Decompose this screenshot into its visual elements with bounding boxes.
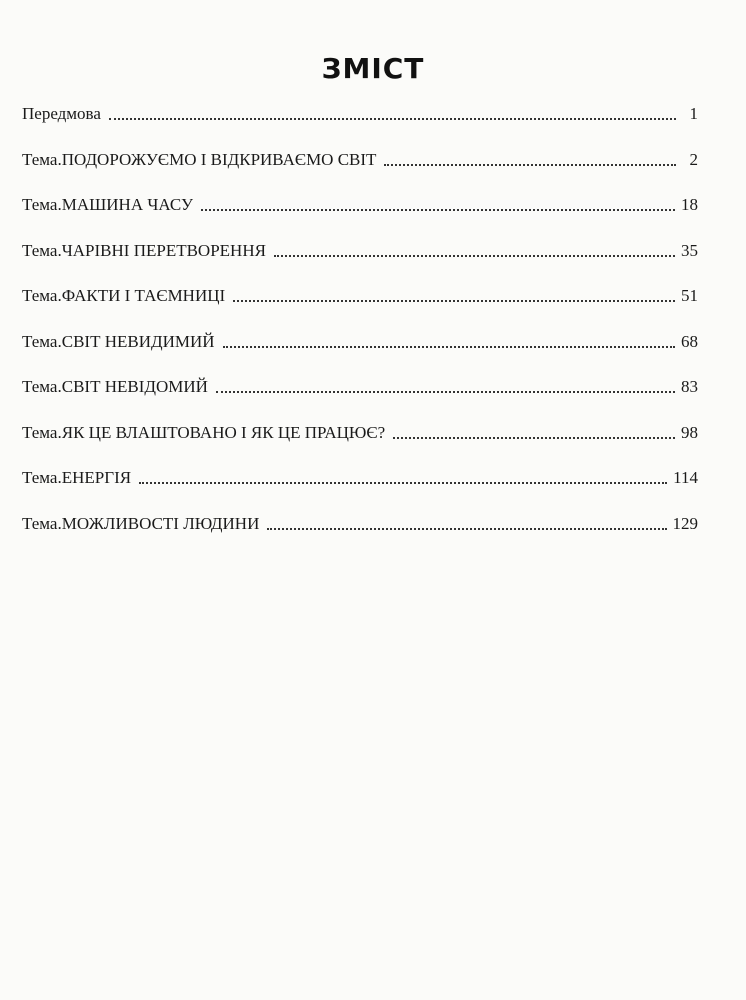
toc-entry-title: ЯК ЦЕ ВЛАШТОВАНО І ЯК ЦЕ ПРАЦЮЄ? <box>61 422 386 442</box>
toc-entry <box>22 306 698 352</box>
toc-entry-page: 2 <box>689 149 698 169</box>
toc-entry <box>22 443 698 489</box>
toc-entry-prefix: Тема. <box>22 422 62 442</box>
toc-entry-page: 18 <box>681 195 698 214</box>
toc-entry-prefix: Тема. <box>22 240 62 260</box>
dot-leader <box>139 482 667 484</box>
dot-leader <box>201 209 675 211</box>
toc-entry-title: ЕНЕРГІЯ <box>61 468 132 487</box>
toc-entry-prefix: Тема. <box>22 149 62 169</box>
dot-leader <box>109 118 676 120</box>
toc-entry-title: СВІТ НЕВИДИМИЙ <box>61 331 215 351</box>
toc-entry-page: 114 <box>673 468 698 487</box>
toc-entry-prefix: Тема. <box>22 331 62 351</box>
toc-entry-prefix: Тема. <box>22 195 62 214</box>
toc-entry <box>22 352 698 398</box>
toc-entry <box>22 170 698 216</box>
toc-entry-title: ФАКТИ І ТАЄМНИЦІ <box>61 286 226 305</box>
toc-entry <box>22 215 698 261</box>
toc-entry <box>22 124 698 170</box>
dot-leader <box>223 346 675 348</box>
toc-entry-page: 83 <box>681 377 698 396</box>
toc-entry-title: МОЖЛИВОСТІ ЛЮДИНИ <box>61 513 260 533</box>
toc-entry-title: СВІТ НЕВІДОМИЙ <box>61 377 208 396</box>
toc-entry-prefix: Тема. <box>22 513 62 533</box>
toc-entry-title: Передмова <box>22 104 101 123</box>
table-of-contents <box>22 100 698 534</box>
toc-entry-prefix: Тема. <box>22 377 62 396</box>
toc-entry-preface <box>22 100 698 124</box>
toc-entry-title: ПОДОРОЖУЄМО І ВІДКРИВАЄМО СВІТ <box>61 149 377 169</box>
toc-entry <box>22 261 698 307</box>
page-title: ЗМІСТ <box>321 52 425 85</box>
toc-entry-prefix: Тема. <box>22 286 62 305</box>
dot-leader <box>216 391 675 393</box>
dot-leader <box>267 528 666 530</box>
dot-leader <box>233 300 675 302</box>
toc-entry-page: 68 <box>681 331 698 351</box>
dot-leader <box>393 437 675 439</box>
toc-entry <box>22 488 698 534</box>
toc-entry-title: МАШИНА ЧАСУ <box>61 195 193 214</box>
dot-leader <box>384 164 676 166</box>
toc-entry-page: 129 <box>672 513 698 533</box>
toc-entry-page: 51 <box>681 286 698 305</box>
dot-leader <box>274 255 675 257</box>
toc-entry-prefix: Тема. <box>22 468 62 487</box>
toc-entry-page: 98 <box>681 422 698 442</box>
toc-entry-page: 1 <box>689 104 698 123</box>
toc-entry-page: 35 <box>681 240 698 260</box>
toc-entry <box>22 397 698 443</box>
toc-entry-title: ЧАРІВНІ ПЕРЕТВОРЕННЯ <box>61 240 266 260</box>
